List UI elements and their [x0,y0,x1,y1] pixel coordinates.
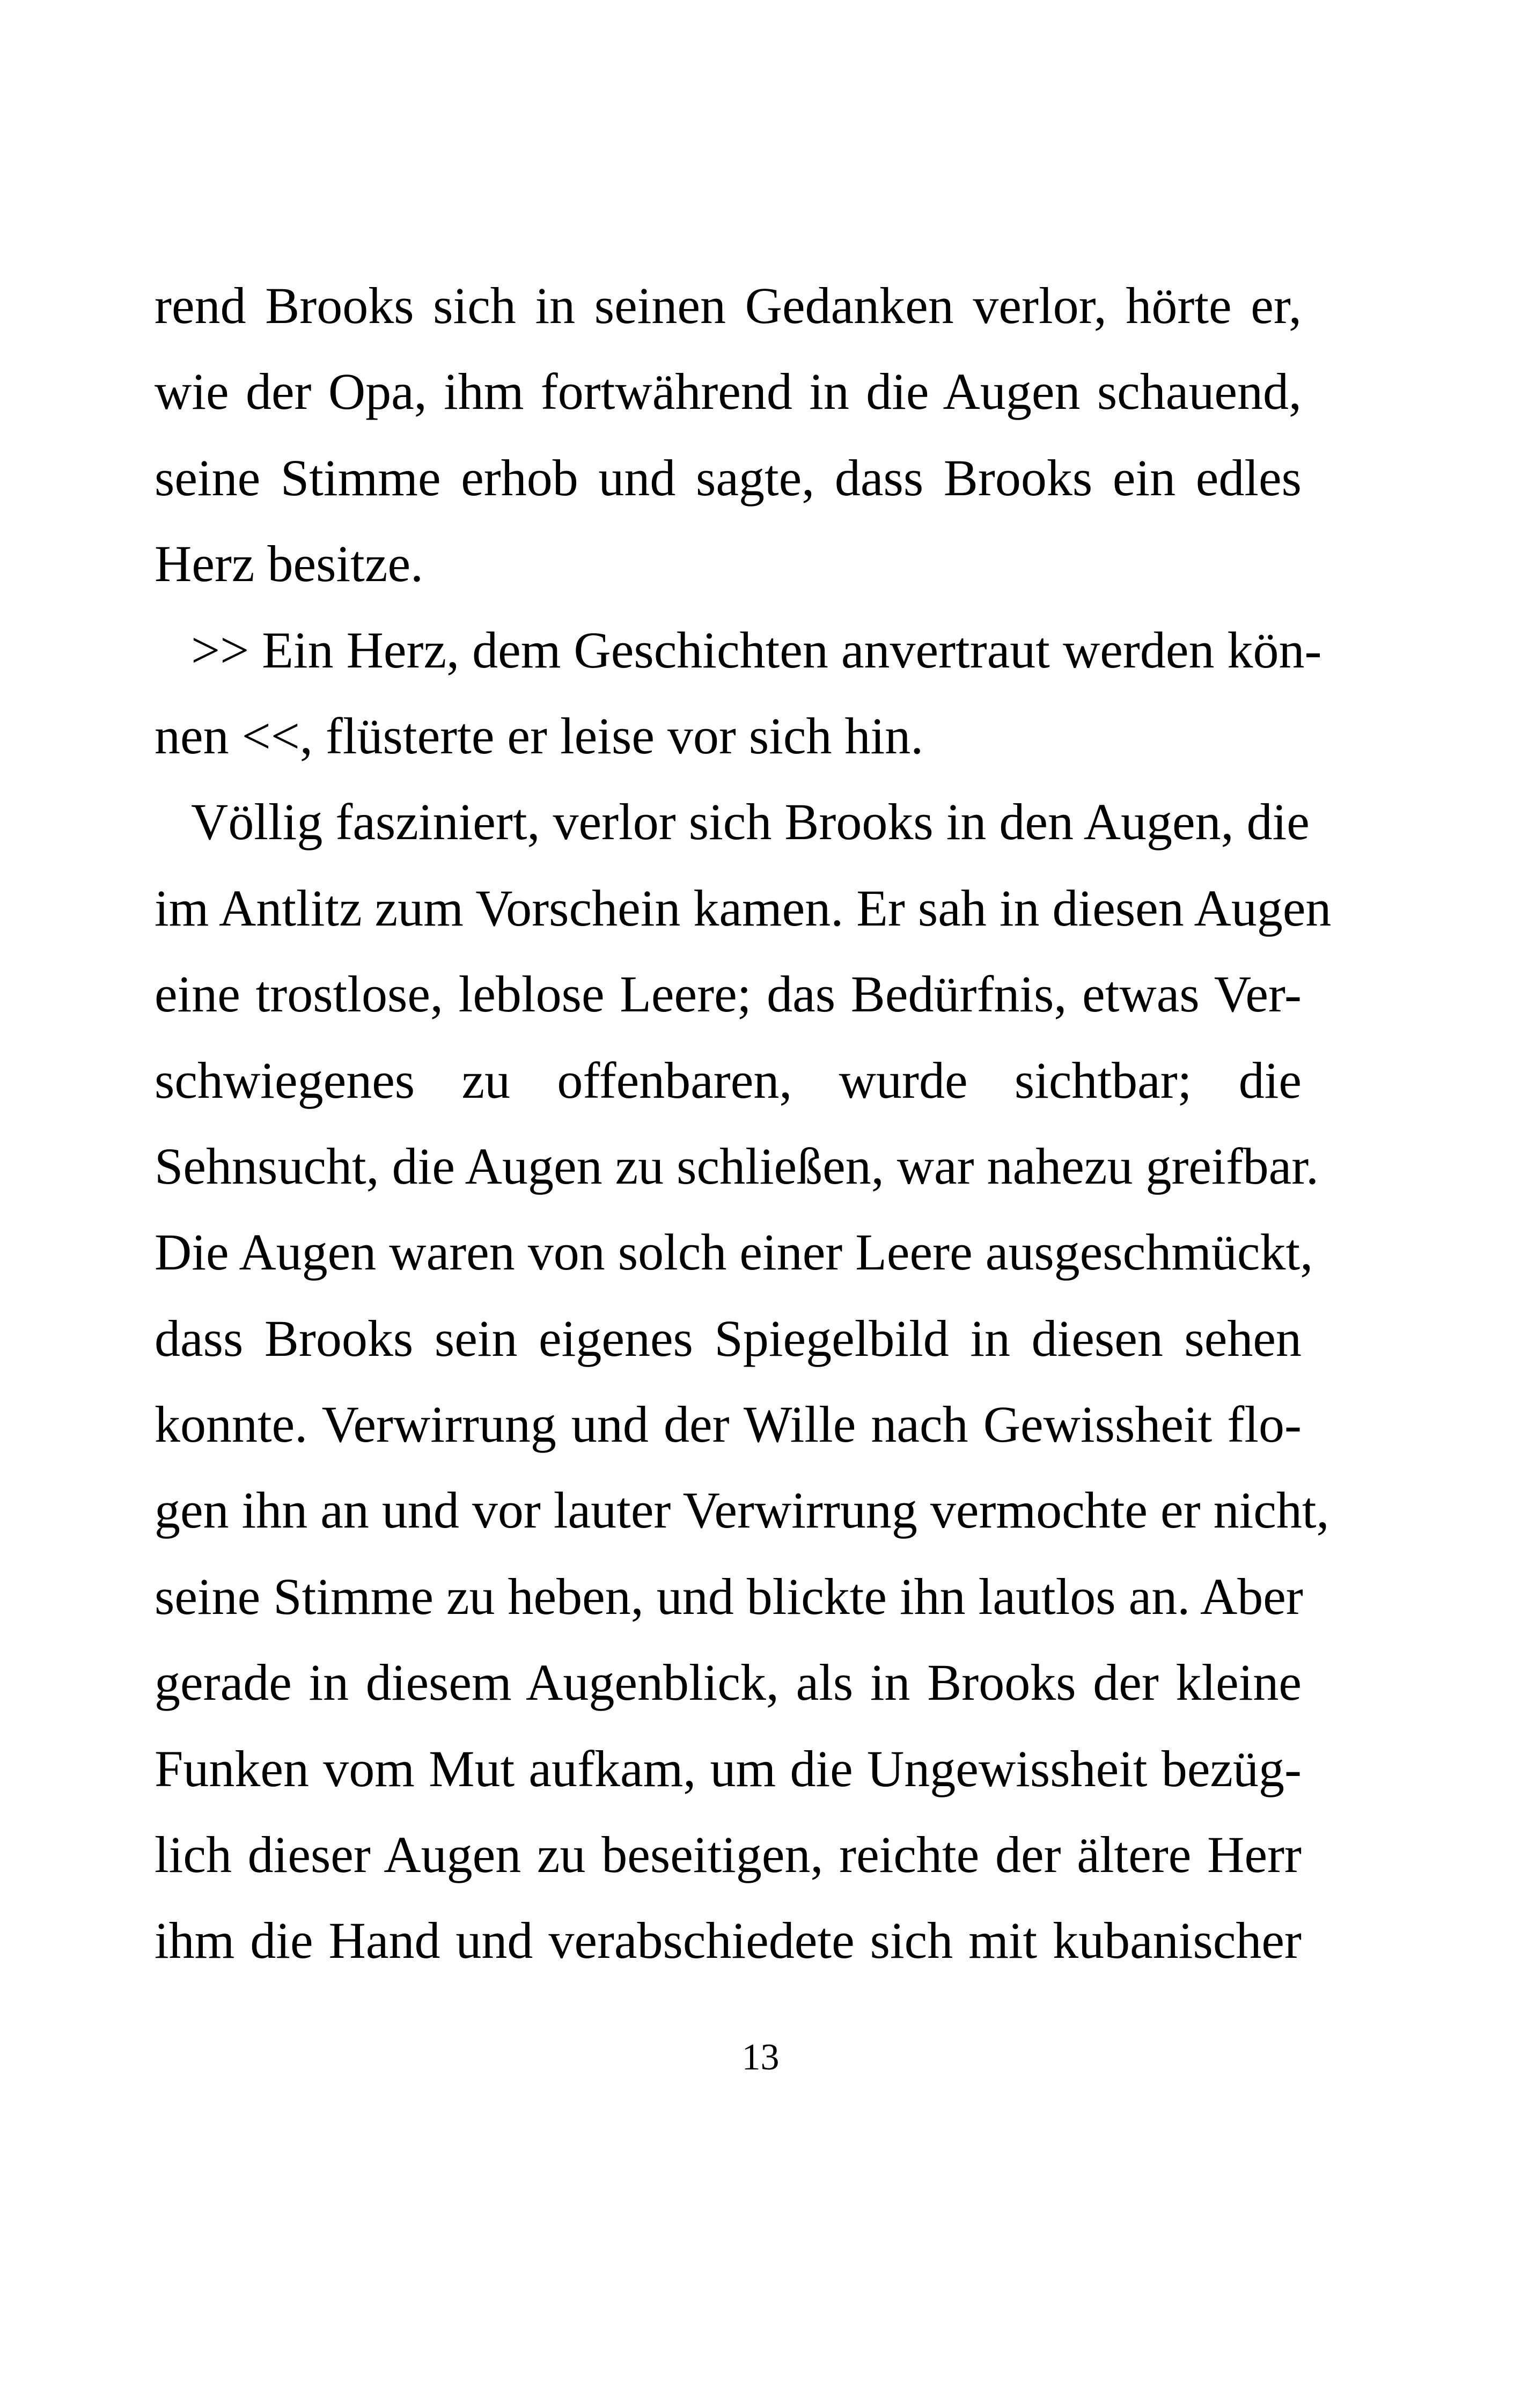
text-line: Die Augen waren von solch einer Leere ausgeschmückt, [155,1223,1313,1281]
text-line: gen ihn an und vor lauter Verwirrung vermochte er nicht, [155,1481,1329,1539]
text-line: lich dieser Augen zu beseitigen, reichte der ältere Herr [155,1826,1302,1884]
text-line: rend Brooks sich in seinen Gedanken verlor, hörte er, [155,277,1302,334]
text-line: >> Ein Herz, dem Geschichten anvertraut werden kön- [191,621,1322,679]
text-line: seine Stimme zu heben, und blickte ihn lautlos an. Aber [155,1567,1303,1625]
text-line: schwiegenes zu offenbaren, wurde sichtbar; die [155,1051,1302,1109]
body-text [155,263,1332,1984]
text-line: Funken vom Mut aufkam, um die Ungewissheit bezüg- [155,1739,1302,1797]
text-line: Sehnsucht, die Augen zu schließen, war nahezu greifbar. [155,1137,1319,1195]
text-line: im Antlitz zum Vorschein kamen. Er sah in diesen Augen [155,879,1332,937]
text-line: nen <<, flüsterte er leise vor sich hin. [155,707,924,765]
text-line: seine Stimme erhob und sagte, dass Brooks ein edles [155,449,1302,506]
text-line: konnte. Verwirrung und der Wille nach Gewissheit flo- [155,1396,1302,1453]
text-line: wie der Opa, ihm fortwährend in die Augen schauend, [155,363,1302,421]
text-line: gerade in diesem Augenblick, als in Brooks der kleine [155,1654,1302,1712]
text-line: dass Brooks sein eigenes Spiegelbild in diesen sehen [155,1309,1302,1367]
text-line: Herz besitze. [155,535,424,593]
text-line: eine trostlose, leblose Leere; das Bedürfnis, etwas Ver- [155,965,1302,1023]
text-line: ihm die Hand und verabschiedete sich mit kubanischer [155,1912,1302,1970]
text-line: Völlig fasziniert, verlor sich Brooks in den Augen, die [191,793,1310,851]
page-number: 13 [741,2037,780,2078]
